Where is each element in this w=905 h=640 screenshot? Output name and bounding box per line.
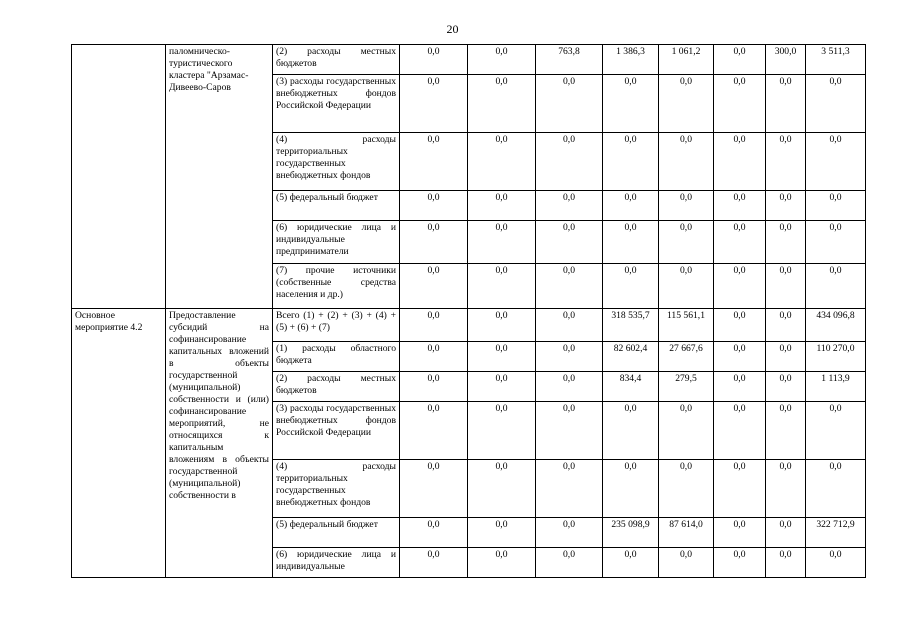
value-cell: 0,0 [603,264,659,309]
value-cell: 0,0 [468,191,536,221]
value-cell: 0,0 [714,372,766,402]
value-cell: 110 270,0 [806,342,866,372]
funding-source-cell: (3) расходы государственных внебюджетных фондов Российской Федерации [273,75,400,133]
value-cell: 0,0 [659,75,714,133]
value-cell: 0,0 [806,548,866,578]
value-cell: 0,0 [468,548,536,578]
value-cell: 0,0 [659,191,714,221]
funding-source-cell: (2) расходы местных бюджетов [273,45,400,75]
value-cell: 0,0 [806,221,866,264]
value-cell: 3 511,3 [806,45,866,75]
value-cell: 0,0 [714,221,766,264]
funding-source-cell: (5) федеральный бюджет [273,191,400,221]
value-cell: 0,0 [714,264,766,309]
value-cell: 0,0 [659,133,714,191]
value-cell: 0,0 [659,460,714,518]
value-cell: 0,0 [536,402,603,460]
value-cell: 0,0 [468,518,536,548]
value-cell: 0,0 [400,264,468,309]
table-body [72,45,866,578]
value-cell: 1 061,2 [659,45,714,75]
value-cell: 0,0 [468,221,536,264]
value-cell: 0,0 [468,402,536,460]
value-cell: 0,0 [714,460,766,518]
value-cell: 0,0 [400,460,468,518]
value-cell: 0,0 [806,133,866,191]
value-cell: 0,0 [603,75,659,133]
value-cell: 0,0 [400,75,468,133]
value-cell: 0,0 [400,191,468,221]
value-cell: 0,0 [766,191,806,221]
value-cell: 0,0 [468,133,536,191]
value-cell: 0,0 [806,191,866,221]
value-cell: 0,0 [536,460,603,518]
value-cell: 0,0 [766,264,806,309]
value-cell: 0,0 [468,45,536,75]
funding-source-cell: (6) юридические лица и индивидуальные [273,548,400,578]
value-cell: 0,0 [400,133,468,191]
value-cell: 0,0 [659,402,714,460]
value-cell: 1 386,3 [603,45,659,75]
value-cell: 0,0 [603,191,659,221]
value-cell: 0,0 [468,372,536,402]
value-cell: 0,0 [536,342,603,372]
funding-source-cell: (1) расходы областного бюджета [273,342,400,372]
value-cell: 0,0 [400,221,468,264]
value-cell: 0,0 [659,264,714,309]
value-cell: 0,0 [714,518,766,548]
value-cell: 0,0 [536,221,603,264]
value-cell: 0,0 [766,402,806,460]
funding-source-cell: Всего (1) + (2) + (3) + (4) + (5) + (6) + (7) [273,309,400,342]
value-cell: 0,0 [400,372,468,402]
value-cell: 834,4 [603,372,659,402]
value-cell: 0,0 [603,133,659,191]
value-cell: 0,0 [714,309,766,342]
measure-cell [72,45,166,309]
value-cell: 0,0 [400,518,468,548]
value-cell: 0,0 [468,75,536,133]
value-cell: 0,0 [536,133,603,191]
value-cell: 0,0 [536,309,603,342]
value-cell: 434 096,8 [806,309,866,342]
value-cell: 0,0 [659,221,714,264]
value-cell: 0,0 [766,309,806,342]
value-cell: 0,0 [468,342,536,372]
value-cell: 0,0 [714,342,766,372]
value-cell: 27 667,6 [659,342,714,372]
value-cell: 0,0 [400,548,468,578]
value-cell: 0,0 [806,75,866,133]
value-cell: 0,0 [400,402,468,460]
value-cell: 0,0 [603,402,659,460]
value-cell: 763,8 [536,45,603,75]
value-cell: 322 712,9 [806,518,866,548]
value-cell: 0,0 [468,264,536,309]
value-cell: 0,0 [766,460,806,518]
value-cell: 0,0 [766,548,806,578]
description-cell: Предоставление субсидий на софинансирование капитальных вложений в объекты государственной (муниципальной) собственности и (или) софинансирование мероприятий, не относящихся к капитальным вложениям в объекты государственной (муниципальной) собственности в [166,309,273,578]
value-cell: 235 098,9 [603,518,659,548]
value-cell: 0,0 [714,402,766,460]
value-cell: 0,0 [400,45,468,75]
value-cell: 0,0 [714,133,766,191]
funding-source-cell: (4) расходы территориальных государственных внебюджетных фондов [273,133,400,191]
value-cell: 0,0 [766,372,806,402]
measure-cell: Основное мероприятие 4.2 [72,309,166,578]
value-cell: 0,0 [766,518,806,548]
value-cell: 0,0 [536,548,603,578]
value-cell: 0,0 [400,309,468,342]
table-row [72,309,866,342]
value-cell: 0,0 [536,372,603,402]
value-cell: 0,0 [603,548,659,578]
value-cell: 0,0 [468,309,536,342]
value-cell: 0,0 [766,221,806,264]
value-cell: 0,0 [714,548,766,578]
value-cell: 0,0 [536,264,603,309]
funding-source-cell: (7) прочие источники (собственные средства населения и др.) [273,264,400,309]
funding-source-cell: (6) юридические лица и индивидуальные предприниматели [273,221,400,264]
value-cell: 0,0 [714,191,766,221]
value-cell: 0,0 [468,460,536,518]
page-number: 20 [446,22,459,36]
value-cell: 0,0 [536,75,603,133]
funding-source-cell: (5) федеральный бюджет [273,518,400,548]
value-cell: 0,0 [766,75,806,133]
value-cell: 0,0 [806,264,866,309]
value-cell: 0,0 [603,221,659,264]
value-cell: 0,0 [659,548,714,578]
value-cell: 0,0 [806,460,866,518]
description-cell: паломническо-туристического кластера "Арзамас-Дивеево-Саров [166,45,273,309]
value-cell: 0,0 [806,402,866,460]
funding-source-cell: (4) расходы территориальных государственных внебюджетных фондов [273,460,400,518]
value-cell: 279,5 [659,372,714,402]
value-cell: 0,0 [714,45,766,75]
value-cell: 0,0 [536,191,603,221]
value-cell: 115 561,1 [659,309,714,342]
value-cell: 0,0 [766,342,806,372]
value-cell: 82 602,4 [603,342,659,372]
value-cell: 300,0 [766,45,806,75]
funding-source-cell: (2) расходы местных бюджетов [273,372,400,402]
value-cell: 0,0 [603,460,659,518]
value-cell: 0,0 [766,133,806,191]
value-cell: 87 614,0 [659,518,714,548]
value-cell: 0,0 [714,75,766,133]
value-cell: 0,0 [536,518,603,548]
table-row [72,45,866,75]
budget-table [71,44,866,578]
value-cell: 0,0 [400,342,468,372]
value-cell: 318 535,7 [603,309,659,342]
funding-source-cell: (3) расходы государственных внебюджетных фондов Российской Федерации [273,402,400,460]
value-cell: 1 113,9 [806,372,866,402]
